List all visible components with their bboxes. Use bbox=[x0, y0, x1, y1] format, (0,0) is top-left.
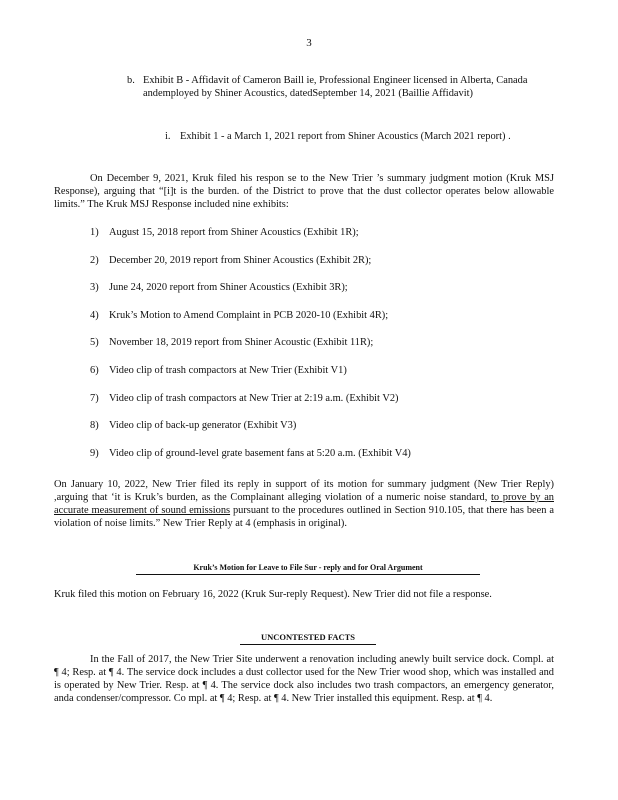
page-number: 3 bbox=[306, 37, 312, 49]
list-number: 4) bbox=[90, 309, 99, 321]
list-number: 2) bbox=[90, 254, 99, 266]
section-heading-sur-reply: Kruk’s Motion for Leave to File Sur - reply and for Oral Argument bbox=[136, 562, 480, 575]
list-text: Kruk’s Motion to Amend Complaint in PCB 2020-10 (Exhibit 4R); bbox=[109, 309, 389, 321]
list-text: Video clip of ground-level grate basement fans at 5:20 a.m. (Exhibit V4) bbox=[109, 447, 411, 459]
list-item bbox=[90, 226, 550, 254]
list-item bbox=[90, 392, 550, 420]
reply-text-before: On January 10, 2022, New Trier filed its reply in support of its motion for summary judgment (New Trier Reply) ,arguing that ‘it is Kruk’s burden, as the Complainant alleging violation of a numeric noise standard, bbox=[54, 479, 554, 503]
list-text: June 24, 2020 report from Shiner Acoustics (Exhibit 3R); bbox=[109, 282, 348, 294]
list-number: 3) bbox=[90, 282, 99, 294]
reply-text-after: pursuant to the procedures outlined in Section 910.105, that there has been a violation of noise limits.” New Trier Reply at 4 (emphasis in original). bbox=[54, 505, 554, 529]
list-text: August 15, 2018 report from Shiner Acoustics (Exhibit 1R); bbox=[109, 227, 359, 238]
list-text: Video clip of trash compactors at New Trier (Exhibit V1) bbox=[109, 364, 347, 376]
list-item bbox=[90, 336, 550, 364]
list-item bbox=[90, 281, 550, 309]
paragraph-sur-reply: Kruk filed this motion on February 16, 2022 (Kruk Sur-reply Request). New Trier did not file a response. bbox=[54, 589, 492, 600]
list-text: Video clip of back-up generator (Exhibit V3) bbox=[109, 420, 297, 432]
list-text: Video clip of trash compactors at New Trier at 2:19 a.m. (Exhibit V2) bbox=[109, 392, 399, 404]
exhibit-list bbox=[90, 226, 550, 474]
list-number: 9) bbox=[90, 447, 99, 459]
exhibit-b-item bbox=[127, 74, 567, 100]
list-item bbox=[90, 254, 550, 282]
list-item bbox=[90, 419, 550, 447]
list-number: 5) bbox=[90, 337, 99, 349]
list-item bbox=[90, 364, 550, 392]
list-text: November 18, 2019 report from Shiner Acoustic (Exhibit 11R); bbox=[109, 337, 374, 349]
list-number: 8) bbox=[90, 420, 99, 432]
reply-emphasis: to prove by an accurate measurement of sound emissions bbox=[54, 492, 554, 516]
section-heading-uncontested-facts: UNCONTESTED FACTS bbox=[240, 632, 376, 645]
paragraph-new-trier-reply bbox=[54, 478, 554, 530]
exhibit-b-label: b. bbox=[127, 75, 135, 86]
list-item bbox=[90, 447, 550, 475]
exhibit-1-label: i. bbox=[165, 131, 171, 142]
list-number: 6) bbox=[90, 364, 99, 376]
list-number: 1) bbox=[90, 227, 99, 238]
exhibit-b-text: Exhibit B - Affidavit of Cameron Baill ie, Professional Engineer licensed in Alberta, Canada andemployed by Shiner Acoustics, datedSeptember 14, 2021 (Baillie Affidavit) bbox=[143, 75, 528, 99]
paragraph-uncontested-facts: In the Fall of 2017, the New Trier Site underwent a renovation including anewly built service dock. Compl. at ¶ 4; Resp. at ¶ 4. The service dock includes a dust collector used for the New Trier wood shop, which was installed and is operated by New Trier. Resp. at ¶ 4. The service dock also includes two trash compactors, an emergency generator, anda condenser/compressor. Co mpl. at ¶ 4; Resp. at ¶ 4. New Trier installed this equipment. Resp. at ¶ 4. bbox=[54, 654, 554, 704]
exhibit-1-text: Exhibit 1 - a March 1, 2021 report from Shiner Acoustics (March 2021 report) . bbox=[180, 131, 511, 142]
list-text: December 20, 2019 report from Shiner Acoustics (Exhibit 2R); bbox=[109, 254, 372, 266]
paragraph-kruk-msj-response: On December 9, 2021, Kruk filed his respon se to the New Trier ’s summary judgment motion (Kruk MSJ Response), arguing that “[i]t is the burden. of the District to prove that the dust collector operates below allowable limits.” The Kruk MSJ Response included nine exhibits: bbox=[54, 173, 554, 210]
exhibit-1-subitem bbox=[165, 130, 545, 143]
list-number: 7) bbox=[90, 392, 99, 404]
list-item bbox=[90, 309, 550, 337]
